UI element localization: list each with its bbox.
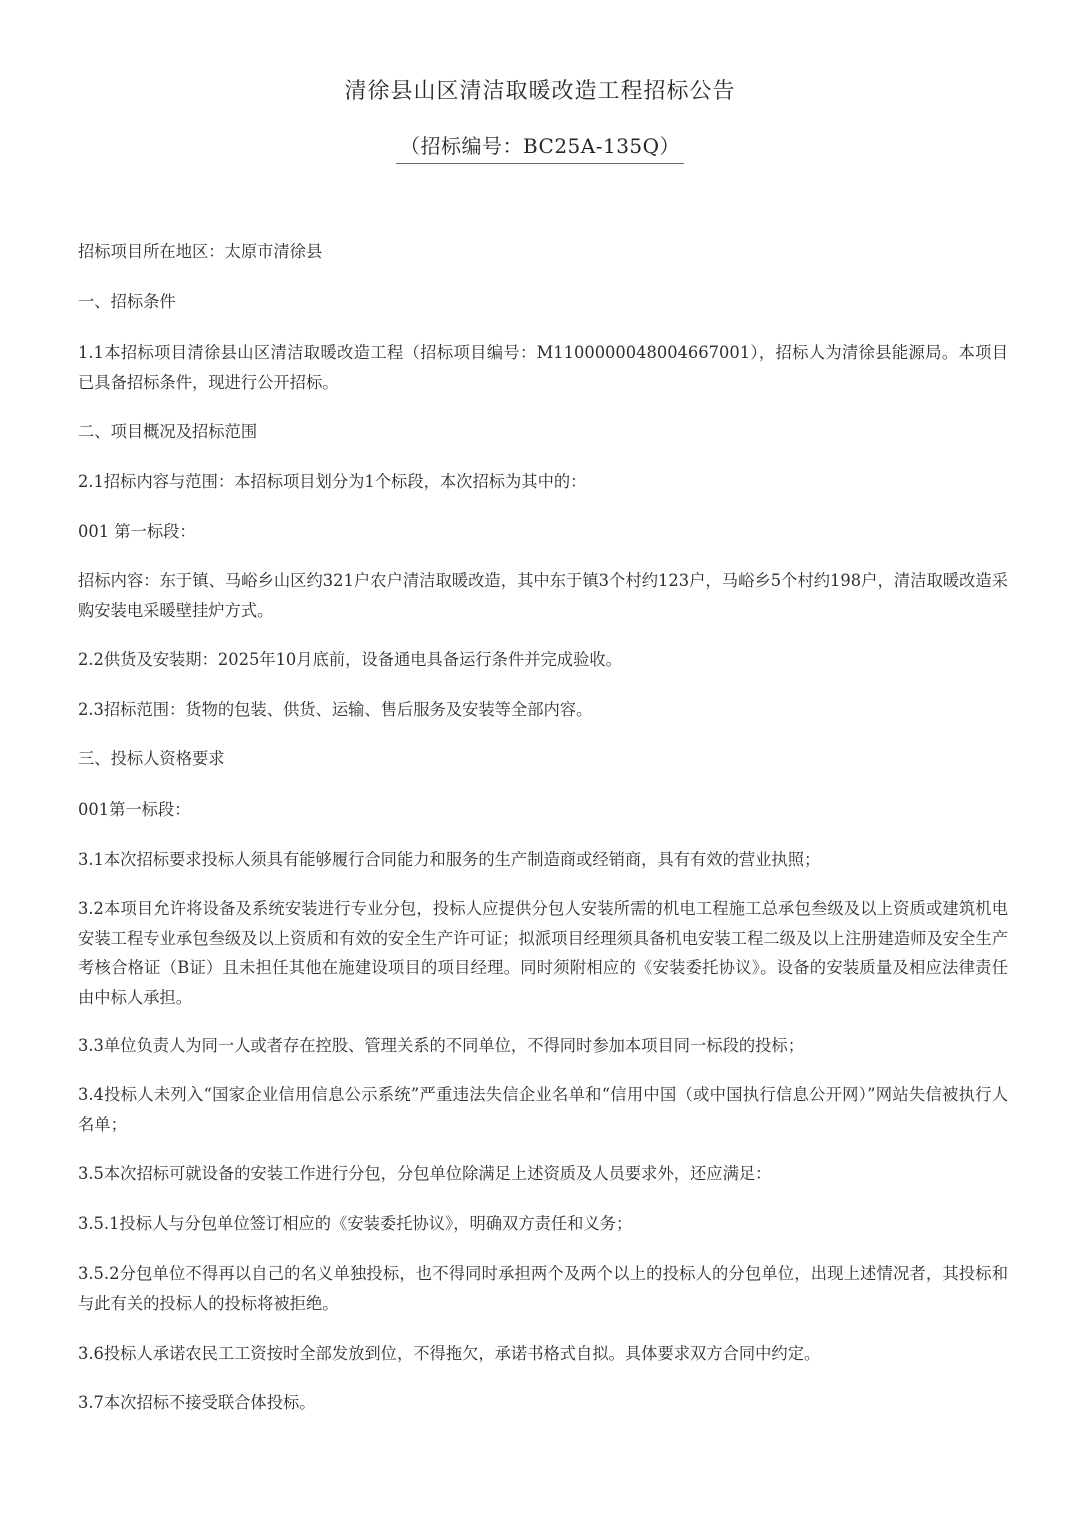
section-heading-2: 二、项目概况及招标范围 (78, 422, 258, 441)
lot-001-label-2: 001第一标段： (78, 800, 191, 819)
paragraph-1-1: 1.1本招标项目清徐县山区清洁取暖改造工程（招标项目编号：M1100000048004667001），招标人为清徐县能源局。本项目已具备招标条件，现进行公开招标。 (78, 343, 1008, 392)
paragraph-3-7: 3.7本次招标不接受联合体投标。 (78, 1393, 316, 1412)
section-heading-1: 一、招标条件 (78, 292, 176, 311)
tender-number: （招标编号：BC25A-135Q） (396, 130, 684, 164)
paragraph-2-2: 2.2供货及安装期：2025年10月底前，设备通电具备运行条件并完成验收。 (78, 650, 622, 669)
document-subtitle-wrap (0, 130, 1080, 164)
paragraph-3-1: 3.1本次招标要求投标人须具有能够履行合同能力和服务的生产制造商或经销商，具有有效的营业执照； (78, 850, 821, 869)
project-location: 招标项目所在地区：太原市清徐县 (78, 242, 323, 261)
paragraph-2-3: 2.3招标范围：货物的包装、供货、运输、售后服务及安装等全部内容。 (78, 700, 593, 719)
tender-content: 招标内容：东于镇、马峪乡山区约321户农户清洁取暖改造，其中东于镇3个村约123户，马峪乡5个村约198户，清洁取暖改造采购安装电采暖壁挂炉方式。 (78, 571, 1008, 620)
paragraph-3-5-1: 3.5.1投标人与分包单位签订相应的《安装委托协议》，明确双方责任和义务； (78, 1214, 633, 1233)
paragraph-3-4: 3.4投标人未列入“国家企业信用信息公示系统”严重违法失信企业名单和“信用中国（或中国执行信息公开网）”网站失信被执行人名单； (78, 1085, 1008, 1134)
document-title: 清徐县山区清洁取暖改造工程招标公告 (344, 79, 736, 104)
paragraph-3-5: 3.5本次招标可就设备的安装工作进行分包，分包单位除满足上述资质及人员要求外，还应满足： (78, 1164, 772, 1183)
paragraph-3-2: 3.2本项目允许将设备及系统安装进行专业分包，投标人应提供分包人安装所需的机电工程施工总承包叁级及以上资质或建筑机电安装工程专业承包叁级及以上资质和有效的安全生产许可证；拟派项目经理须具备机电安装工程二级及以上注册建造师及安全生产考核合格证（B证）且未担任其他在施建设项目的项目经理。同时须附相应的《安装委托协议》。设备的安装质量及相应法律责任由中标人承担。 (78, 899, 1008, 1007)
lot-001-label: 001 第一标段： (78, 522, 196, 541)
section-heading-3: 三、投标人资格要求 (78, 749, 225, 768)
paragraph-3-3: 3.3单位负责人为同一人或者存在控股、管理关系的不同单位，不得同时参加本项目同一标段的投标； (78, 1036, 804, 1055)
paragraph-2-1: 2.1招标内容与范围：本招标项目划分为1个标段，本次招标为其中的： (78, 472, 587, 491)
paragraph-3-5-2: 3.5.2分包单位不得再以自己的名义单独投标，也不得同时承担两个及两个以上的投标人的分包单位，出现上述情况者，其投标和与此有关的投标人的投标将被拒绝。 (78, 1264, 1008, 1313)
paragraph-3-6: 3.6投标人承诺农民工工资按时全部发放到位，不得拖欠，承诺书格式自拟。具体要求双方合同中约定。 (78, 1344, 821, 1363)
